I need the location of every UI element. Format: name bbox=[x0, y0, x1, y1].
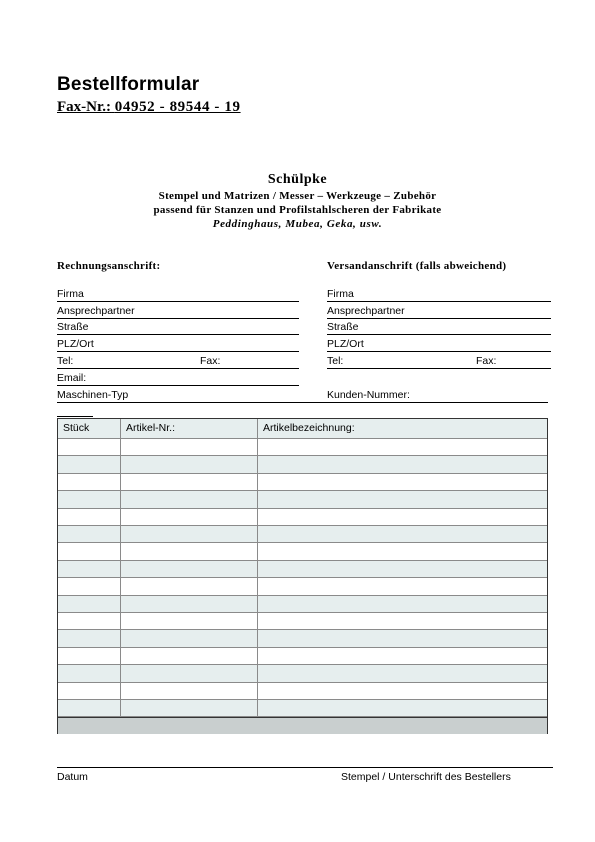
billing-email-label: Email: bbox=[57, 372, 87, 384]
billing-firma-label: Firma bbox=[57, 288, 84, 300]
table-row[interactable] bbox=[58, 700, 547, 717]
shipping-ansprechpartner-field[interactable] bbox=[327, 305, 551, 319]
company-tagline-3: Peddinghaus, Mubea, Geka, usw. bbox=[212, 218, 383, 230]
billing-email-field[interactable] bbox=[57, 372, 299, 386]
billing-tel-label: Tel: bbox=[57, 355, 74, 367]
table-footer-bar bbox=[58, 717, 547, 734]
shipping-strasse-field[interactable] bbox=[327, 321, 551, 335]
col-header-stueck: Stück bbox=[63, 422, 90, 434]
shipping-heading: Versandanschrift (falls abweichend) bbox=[327, 260, 507, 272]
maschinen-typ-field[interactable] bbox=[57, 389, 548, 403]
order-table bbox=[57, 418, 548, 734]
shipping-plz-ort-label: PLZ/Ort bbox=[327, 338, 364, 350]
table-row[interactable] bbox=[58, 456, 547, 473]
shipping-tel-fax-field[interactable] bbox=[327, 355, 551, 369]
table-row[interactable] bbox=[58, 526, 547, 543]
fax-number bbox=[57, 99, 241, 116]
table-row[interactable] bbox=[58, 630, 547, 647]
table-row[interactable] bbox=[58, 509, 547, 526]
shipping-firma-field[interactable] bbox=[327, 288, 551, 302]
table-row[interactable] bbox=[58, 543, 547, 560]
table-row[interactable] bbox=[58, 683, 547, 700]
shipping-plz-ort-field[interactable] bbox=[327, 338, 551, 352]
column-divider bbox=[257, 419, 258, 716]
billing-tel-fax-field[interactable] bbox=[57, 355, 299, 369]
table-row[interactable] bbox=[58, 578, 547, 595]
company-name: Schülpke bbox=[267, 172, 328, 187]
billing-firma-field[interactable] bbox=[57, 288, 299, 302]
fax-label: Fax-Nr.: bbox=[57, 99, 112, 115]
col-header-artikel-nr: Artikel-Nr.: bbox=[126, 422, 176, 434]
billing-ansprechpartner-label: Ansprechpartner bbox=[57, 305, 135, 317]
kunden-nummer-label: Kunden-Nummer: bbox=[327, 389, 410, 401]
table-row[interactable] bbox=[58, 561, 547, 578]
signature-line bbox=[57, 767, 553, 768]
fax-value: 04952 - 89544 - 19 bbox=[114, 99, 241, 115]
column-divider bbox=[120, 419, 121, 716]
billing-plz-ort-label: PLZ/Ort bbox=[57, 338, 94, 350]
table-row[interactable] bbox=[58, 613, 547, 630]
datum-label: Datum bbox=[57, 771, 88, 783]
billing-strasse-label: Straße bbox=[57, 321, 89, 333]
table-row[interactable] bbox=[58, 665, 547, 682]
billing-strasse-field[interactable] bbox=[57, 321, 299, 335]
billing-ansprechpartner-field[interactable] bbox=[57, 305, 299, 319]
shipping-firma-label: Firma bbox=[327, 288, 354, 300]
shipping-ansprechpartner-label: Ansprechpartner bbox=[327, 305, 405, 317]
shipping-strasse-label: Straße bbox=[327, 321, 359, 333]
maschinen-typ-label: Maschinen-Typ bbox=[57, 389, 129, 401]
billing-fax-label: Fax: bbox=[200, 355, 221, 367]
stempel-unterschrift-label: Stempel / Unterschrift des Bestellers bbox=[341, 771, 511, 783]
table-row[interactable] bbox=[58, 648, 547, 665]
company-tagline-1: Stempel und Matrizen / Messer – Werkzeuge – Zubehör bbox=[158, 190, 437, 202]
table-row[interactable] bbox=[58, 474, 547, 491]
billing-plz-ort-field[interactable] bbox=[57, 338, 299, 352]
form-title: Bestellformular bbox=[57, 74, 200, 95]
table-row[interactable] bbox=[58, 596, 547, 613]
table-row[interactable] bbox=[58, 491, 547, 508]
maschinen-typ-underline bbox=[57, 416, 93, 417]
company-tagline-2: passend für Stanzen und Profilstahlscheren der Fabrikate bbox=[153, 204, 442, 216]
table-row[interactable] bbox=[58, 439, 547, 456]
shipping-fax-label: Fax: bbox=[476, 355, 497, 367]
col-header-artikelbezeichnung: Artikelbezeichnung: bbox=[263, 422, 355, 434]
shipping-tel-label: Tel: bbox=[327, 355, 344, 367]
billing-heading: Rechnungsanschrift: bbox=[57, 260, 161, 272]
